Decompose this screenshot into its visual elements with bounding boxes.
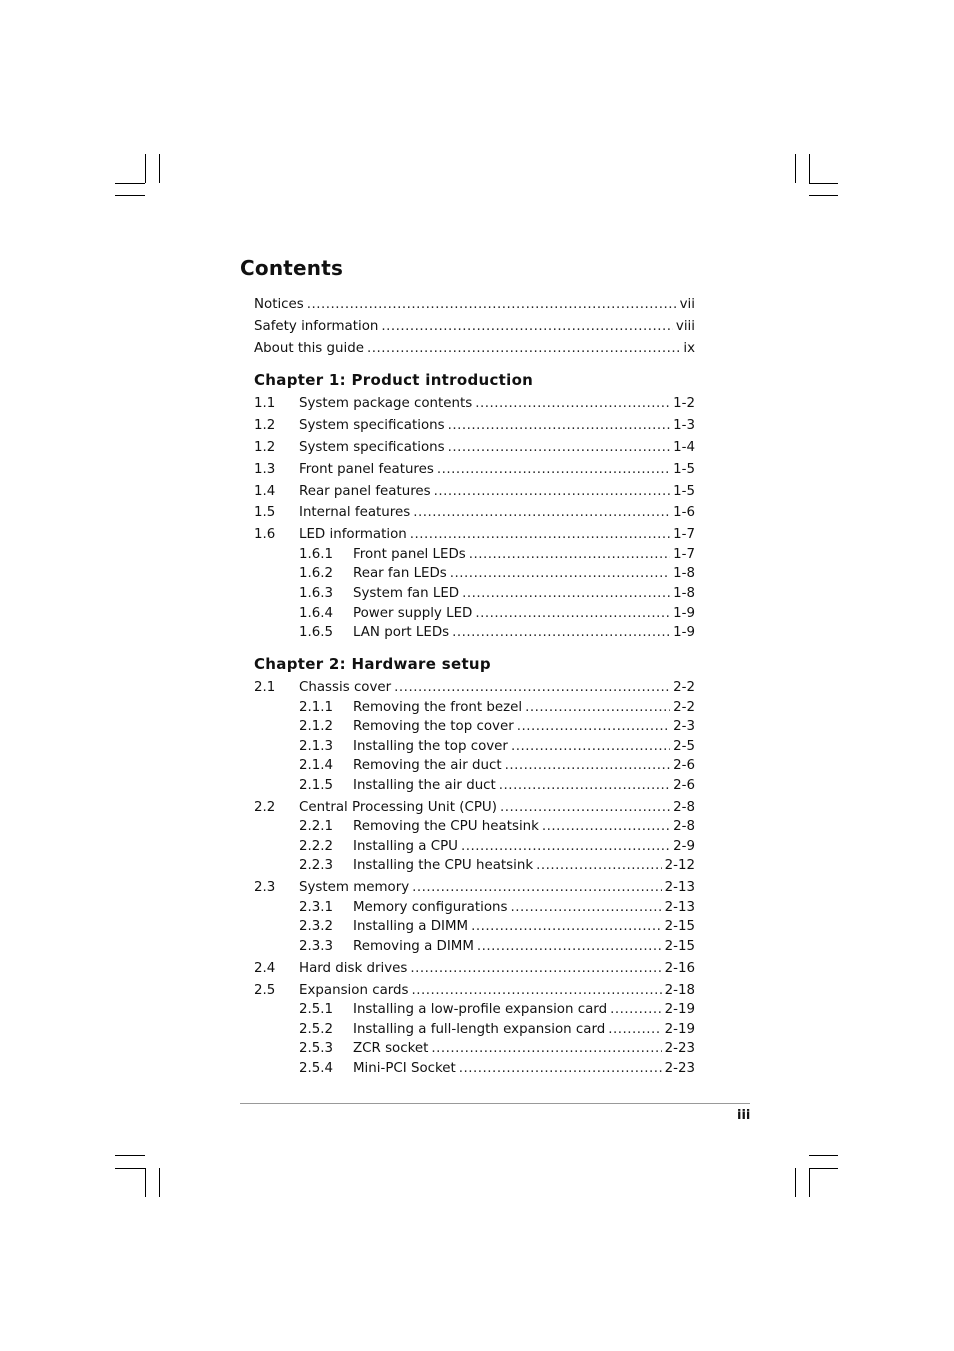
page-number: iii	[737, 1108, 751, 1123]
toc-entry-label: Rear fan LEDs	[353, 566, 447, 581]
toc-entry-number: 2.5	[254, 983, 276, 998]
toc-entry-number: 2.3	[254, 880, 276, 895]
toc-subentry[interactable]	[299, 1040, 695, 1058]
toc-entry-label: System specifications	[299, 418, 445, 433]
toc-entry-number: 2.2	[254, 800, 276, 815]
toc-entry[interactable]	[254, 799, 695, 817]
leader-dots	[475, 605, 670, 623]
toc-entry-page: 1-9	[673, 606, 695, 621]
leader-dots	[499, 777, 670, 795]
toc-entry-label: Removing a DIMM	[353, 939, 474, 954]
toc-entry[interactable]	[254, 960, 695, 978]
toc-entry[interactable]	[254, 417, 695, 435]
toc-subentry[interactable]	[299, 1001, 695, 1019]
toc-entry[interactable]	[254, 483, 695, 501]
toc-entry-page: 2-2	[673, 700, 695, 715]
toc-entry-label: Removing the air duct	[353, 758, 502, 773]
leader-dots	[536, 857, 662, 875]
toc-entry-number: 2.4	[254, 961, 276, 976]
toc-entry-number: 2.2.2	[299, 839, 334, 854]
toc-entry-number: 2.1.2	[299, 719, 334, 734]
toc-entry-label: Rear panel features	[299, 484, 431, 499]
toc-entry-label: Hard disk drives	[299, 961, 408, 976]
toc-entry-page: 1-7	[673, 547, 695, 562]
toc-entry-number: 1.3	[254, 462, 276, 477]
toc-entry-page: 1-6	[673, 505, 695, 520]
toc-entry-label: Installing a DIMM	[353, 919, 469, 934]
toc-entry[interactable]	[254, 296, 695, 314]
leader-dots	[448, 417, 671, 435]
leader-dots	[413, 504, 670, 522]
toc-entry-number: 1.4	[254, 484, 276, 499]
toc-entry-page: 2-15	[664, 939, 695, 954]
toc-entry-label: LAN port LEDs	[353, 625, 450, 640]
toc-subentry[interactable]	[299, 605, 695, 623]
toc-subentry[interactable]	[299, 1060, 695, 1078]
toc-entry-label: Safety information	[254, 319, 379, 334]
toc-entry-label: Chassis cover	[299, 680, 392, 695]
leader-dots	[608, 1021, 661, 1039]
toc-entry-page: 1-4	[673, 440, 695, 455]
toc-entry-number: 2.3.3	[299, 939, 334, 954]
toc-entry-page: 1-2	[673, 396, 695, 411]
leader-dots	[610, 1001, 662, 1019]
toc-entry-page: 1-8	[673, 566, 695, 581]
toc-entry-page: 2-13	[664, 900, 695, 915]
toc-entry[interactable]	[254, 526, 695, 544]
leader-dots	[500, 799, 670, 817]
toc-entry-label: Removing the CPU heatsink	[353, 819, 539, 834]
toc-entry-label: Front panel features	[299, 462, 434, 477]
toc-subentry[interactable]	[299, 585, 695, 603]
toc-entry-label: LED information	[299, 527, 407, 542]
toc-entry-page: ix	[683, 341, 695, 356]
toc-subentry[interactable]	[299, 624, 695, 642]
toc-entry[interactable]	[254, 439, 695, 457]
toc-entry-page: 1-5	[673, 462, 695, 477]
toc-subentry[interactable]	[299, 899, 695, 917]
toc-subentry[interactable]	[299, 757, 695, 775]
toc-entry-number: 1.6.1	[299, 547, 334, 562]
leader-dots	[542, 818, 670, 836]
toc-entry-label: Removing the top cover	[353, 719, 514, 734]
toc-subentry[interactable]	[299, 838, 695, 856]
leader-dots	[410, 960, 661, 978]
toc-entry-number: 2.5.2	[299, 1022, 334, 1037]
leader-dots	[511, 738, 670, 756]
leader-dots	[381, 318, 673, 336]
leader-dots	[434, 483, 670, 501]
toc-entry-page: 2-2	[673, 680, 695, 695]
toc-entry-label: Removing the front bezel	[353, 700, 523, 715]
toc-entry-number: 2.2.3	[299, 858, 334, 873]
toc-entry-label: Installing the air duct	[353, 778, 496, 793]
leader-dots	[505, 757, 671, 775]
toc-entry-page: 1-8	[673, 586, 695, 601]
toc-entry[interactable]	[254, 318, 695, 336]
toc-entry-page: 1-3	[673, 418, 695, 433]
toc-entry-label: Front panel LEDs	[353, 547, 466, 562]
leader-dots	[412, 879, 661, 897]
chapter-heading[interactable]: Chapter 1: Product introduction	[254, 371, 534, 389]
toc-entry-label: Central Processing Unit (CPU)	[299, 800, 497, 815]
toc-entry-label: Internal features	[299, 505, 411, 520]
toc-entry-page: 2-6	[673, 778, 695, 793]
leader-dots	[307, 296, 677, 314]
leader-dots	[431, 1040, 661, 1058]
page-title: Contents	[240, 256, 344, 280]
toc-entry-label: System memory	[299, 880, 410, 895]
leader-dots	[461, 838, 670, 856]
toc-entry-label: Notices	[254, 297, 304, 312]
toc-entry-page: 2-13	[664, 880, 695, 895]
toc-entry-page: 2-18	[664, 983, 695, 998]
toc-subentry[interactable]	[299, 857, 695, 875]
toc-entry-label: Installing the top cover	[353, 739, 508, 754]
leader-dots	[511, 899, 662, 917]
leader-dots	[469, 546, 670, 564]
toc-entry-label: Installing a full-length expansion card	[353, 1022, 606, 1037]
footer-divider	[240, 1103, 750, 1104]
toc-entry-page: 2-23	[664, 1061, 695, 1076]
toc-entry-page: 1-9	[673, 625, 695, 640]
toc-entry-label: System package contents	[299, 396, 473, 411]
toc-entry[interactable]	[254, 504, 695, 522]
toc-entry-label: Power supply LED	[353, 606, 473, 621]
toc-entry-page: 2-19	[664, 1002, 695, 1017]
toc-entry[interactable]	[254, 395, 695, 413]
leader-dots	[477, 938, 662, 956]
toc-entry-number: 2.2.1	[299, 819, 334, 834]
toc-entry-number: 2.5.1	[299, 1002, 334, 1017]
toc-entry-number: 2.1	[254, 680, 276, 695]
toc-entry-label: Memory configurations	[353, 900, 508, 915]
toc-entry-number: 1.2	[254, 418, 276, 433]
leader-dots	[412, 982, 662, 1000]
toc-entry-page: 2-3	[673, 719, 695, 734]
leader-dots	[394, 679, 670, 697]
leader-dots	[517, 718, 670, 736]
toc-entry-number: 1.6.4	[299, 606, 334, 621]
toc-entry-number: 1.1	[254, 396, 276, 411]
toc-entry-label: ZCR socket	[353, 1041, 429, 1056]
toc-entry-label: Mini-PCI Socket	[353, 1061, 456, 1076]
leader-dots	[525, 699, 670, 717]
toc-entry-number: 2.5.4	[299, 1061, 334, 1076]
toc-entry[interactable]	[254, 340, 695, 358]
toc-entry-number: 1.2	[254, 440, 276, 455]
toc-entry-label: About this guide	[254, 341, 364, 356]
toc-entry-page: vii	[679, 297, 695, 312]
toc-entry-number: 2.1.4	[299, 758, 334, 773]
toc-entry-page: 2-19	[664, 1022, 695, 1037]
leader-dots	[475, 395, 670, 413]
toc-entry-label: Installing the CPU heatsink	[353, 858, 534, 873]
toc-entry-label: Installing a CPU	[353, 839, 458, 854]
toc-entry-page: 2-12	[664, 858, 695, 873]
leader-dots	[471, 918, 662, 936]
toc-subentry[interactable]	[299, 1021, 695, 1039]
toc-entry-number: 2.3.2	[299, 919, 334, 934]
toc-entry-number: 1.6	[254, 527, 276, 542]
toc-entry-number: 1.6.5	[299, 625, 334, 640]
toc-entry[interactable]	[254, 461, 695, 479]
leader-dots	[437, 461, 670, 479]
toc-entry-number: 1.6.2	[299, 566, 334, 581]
toc-entry-number: 1.5	[254, 505, 276, 520]
toc-entry-number: 2.1.1	[299, 700, 334, 715]
toc-subentry[interactable]	[299, 699, 695, 717]
leader-dots	[452, 624, 670, 642]
toc-entry-page: 2-23	[664, 1041, 695, 1056]
leader-dots	[459, 1060, 662, 1078]
toc-entry-label: Installing a low-profile expansion card	[353, 1002, 608, 1017]
toc-subentry[interactable]	[299, 777, 695, 795]
toc-entry-number: 2.5.3	[299, 1041, 334, 1056]
toc-entry-page: 2-8	[673, 819, 695, 834]
toc-entry-number: 2.1.5	[299, 778, 334, 793]
toc-subentry[interactable]	[299, 818, 695, 836]
toc-entry-page: 1-7	[673, 527, 695, 542]
toc-entry-page: 1-5	[673, 484, 695, 499]
leader-dots	[450, 565, 670, 583]
toc-entry-label: System specifications	[299, 440, 445, 455]
toc-subentry[interactable]	[299, 938, 695, 956]
toc-subentry[interactable]	[299, 546, 695, 564]
leader-dots	[462, 585, 670, 603]
toc-entry[interactable]	[254, 879, 695, 897]
toc-entry-number: 2.3.1	[299, 900, 334, 915]
toc-entry-number: 2.1.3	[299, 739, 334, 754]
toc-entry-number: 1.6.3	[299, 586, 334, 601]
toc-entry-page: 2-6	[673, 758, 695, 773]
toc-entry[interactable]	[254, 982, 695, 1000]
leader-dots	[410, 526, 670, 544]
toc-subentry[interactable]	[299, 718, 695, 736]
toc-entry-label: System fan LED	[353, 586, 460, 601]
toc-entry-page: 2-9	[673, 839, 695, 854]
leader-dots	[448, 439, 671, 457]
toc-entry-page: viii	[675, 319, 695, 334]
toc-entry-page: 2-15	[664, 919, 695, 934]
toc-subentry[interactable]	[299, 738, 695, 756]
toc-subentry[interactable]	[299, 565, 695, 583]
toc-entry[interactable]	[254, 679, 695, 697]
toc-entry-label: Expansion cards	[299, 983, 409, 998]
toc-subentry[interactable]	[299, 918, 695, 936]
leader-dots	[367, 340, 680, 358]
toc-entry-page: 2-8	[673, 800, 695, 815]
toc-entry-page: 2-5	[673, 739, 695, 754]
toc-entry-page: 2-16	[664, 961, 695, 976]
chapter-heading[interactable]: Chapter 2: Hardware setup	[254, 655, 491, 673]
